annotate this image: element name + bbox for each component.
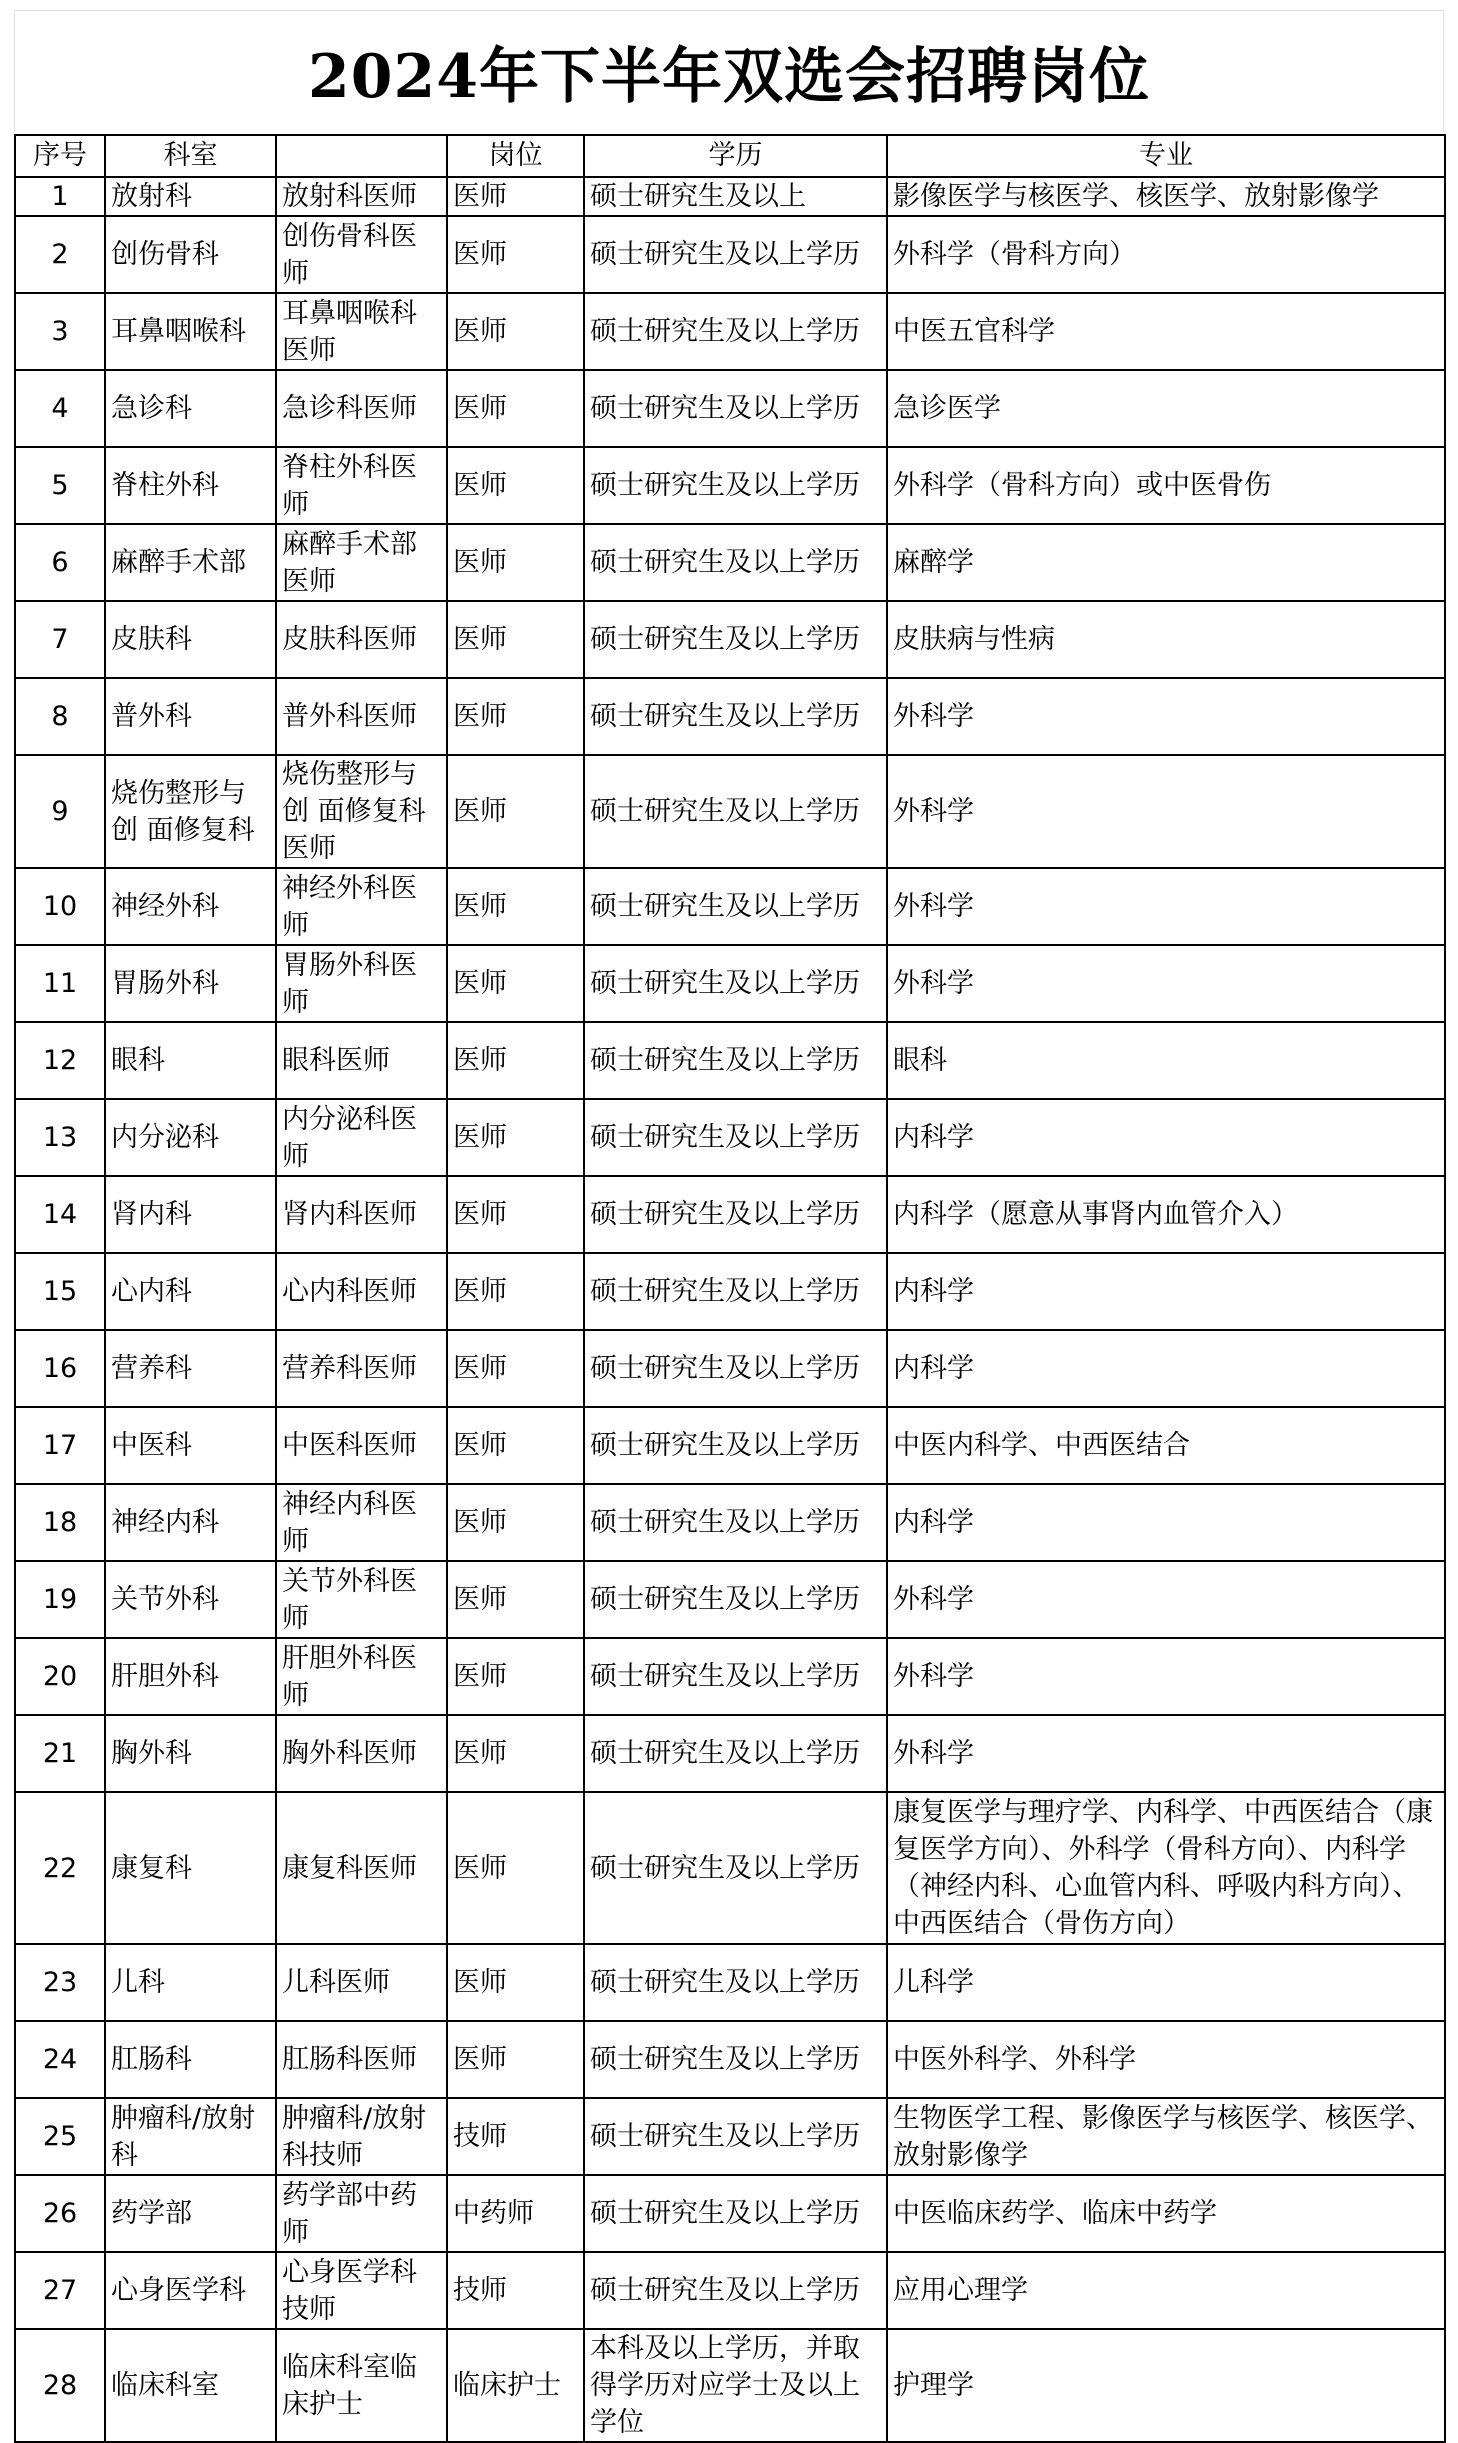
cell-position: 肝胆外科医师 <box>276 1638 447 1715</box>
cell-role: 医师 <box>447 293 584 370</box>
cell-no: 7 <box>15 601 105 678</box>
cell-major: 外科学 <box>887 1561 1445 1638</box>
cell-position: 肛肠科医师 <box>276 2021 447 2098</box>
cell-dept: 放射科 <box>105 177 276 216</box>
cell-position: 创伤骨科医师 <box>276 216 447 293</box>
cell-dept: 神经外科 <box>105 868 276 945</box>
cell-major: 内科学 <box>887 1330 1445 1407</box>
cell-major: 眼科 <box>887 1022 1445 1099</box>
cell-education: 硕士研究生及以上学历 <box>584 1176 887 1253</box>
cell-position: 神经内科医师 <box>276 1484 447 1561</box>
cell-no: 5 <box>15 447 105 524</box>
cell-role: 医师 <box>447 1638 584 1715</box>
cell-education: 硕士研究生及以上学历 <box>584 447 887 524</box>
cell-no: 19 <box>15 1561 105 1638</box>
cell-major: 外科学 <box>887 678 1445 755</box>
cell-major: 中医内科学、中西医结合 <box>887 1407 1445 1484</box>
cell-education: 硕士研究生及以上学历 <box>584 601 887 678</box>
cell-dept: 肛肠科 <box>105 2021 276 2098</box>
cell-no: 4 <box>15 370 105 447</box>
table-row <box>15 1330 1445 1407</box>
cell-role: 医师 <box>447 1407 584 1484</box>
cell-education: 硕士研究生及以上学历 <box>584 1022 887 1099</box>
cell-role: 医师 <box>447 1484 584 1561</box>
cell-dept: 临床科室 <box>105 2329 276 2442</box>
cell-dept: 肝胆外科 <box>105 1638 276 1715</box>
table-row <box>15 1253 1445 1330</box>
cell-major: 急诊医学 <box>887 370 1445 447</box>
cell-major: 内科学（愿意从事肾内血管介入） <box>887 1176 1445 1253</box>
table-row <box>15 868 1445 945</box>
cell-position: 放射科医师 <box>276 177 447 216</box>
cell-education: 硕士研究生及以上学历 <box>584 1484 887 1561</box>
cell-major: 护理学 <box>887 2329 1445 2442</box>
header-major: 专业 <box>887 135 1445 177</box>
table-row <box>15 1099 1445 1176</box>
cell-no: 15 <box>15 1253 105 1330</box>
cell-role: 医师 <box>447 524 584 601</box>
cell-role: 医师 <box>447 2021 584 2098</box>
table-row <box>15 1944 1445 2021</box>
cell-position: 脊柱外科医师 <box>276 447 447 524</box>
table-row <box>15 2098 1445 2175</box>
cell-major: 麻醉学 <box>887 524 1445 601</box>
cell-no: 11 <box>15 945 105 1022</box>
cell-position: 心身医学科技师 <box>276 2252 447 2329</box>
header-no: 序号 <box>15 135 105 177</box>
cell-major: 中医临床药学、临床中药学 <box>887 2175 1445 2252</box>
cell-role: 医师 <box>447 755 584 868</box>
cell-dept: 肿瘤科/放射科 <box>105 2098 276 2175</box>
cell-position: 耳鼻咽喉科医师 <box>276 293 447 370</box>
cell-major: 儿科学 <box>887 1944 1445 2021</box>
table-row <box>15 1715 1445 1792</box>
cell-position: 麻醉手术部医师 <box>276 524 447 601</box>
cell-role: 医师 <box>447 601 584 678</box>
cell-role: 医师 <box>447 678 584 755</box>
cell-dept: 创伤骨科 <box>105 216 276 293</box>
cell-dept: 胃肠外科 <box>105 945 276 1022</box>
cell-education: 硕士研究生及以上学历 <box>584 1715 887 1792</box>
cell-no: 8 <box>15 678 105 755</box>
cell-position: 营养科医师 <box>276 1330 447 1407</box>
table-header-row <box>15 135 1445 177</box>
cell-education: 硕士研究生及以上学历 <box>584 2098 887 2175</box>
cell-position: 胃肠外科医师 <box>276 945 447 1022</box>
cell-no: 13 <box>15 1099 105 1176</box>
cell-education: 硕士研究生及以上学历 <box>584 1944 887 2021</box>
cell-role: 医师 <box>447 1330 584 1407</box>
cell-education: 硕士研究生及以上学历 <box>584 1253 887 1330</box>
cell-no: 10 <box>15 868 105 945</box>
cell-role: 技师 <box>447 2252 584 2329</box>
cell-role: 医师 <box>447 447 584 524</box>
table-row <box>15 1022 1445 1099</box>
cell-position: 心内科医师 <box>276 1253 447 1330</box>
cell-major: 内科学 <box>887 1253 1445 1330</box>
cell-role: 医师 <box>447 177 584 216</box>
table-row <box>15 755 1445 868</box>
cell-no: 3 <box>15 293 105 370</box>
cell-major: 外科学（骨科方向）或中医骨伤 <box>887 447 1445 524</box>
table-row <box>15 293 1445 370</box>
cell-major: 外科学 <box>887 1638 1445 1715</box>
cell-no: 16 <box>15 1330 105 1407</box>
cell-no: 1 <box>15 177 105 216</box>
recruitment-table <box>14 134 1446 2443</box>
cell-role: 医师 <box>447 868 584 945</box>
cell-no: 17 <box>15 1407 105 1484</box>
cell-education: 硕士研究生及以上学历 <box>584 370 887 447</box>
cell-education: 硕士研究生及以上学历 <box>584 1792 887 1944</box>
cell-dept: 中医科 <box>105 1407 276 1484</box>
cell-position: 眼科医师 <box>276 1022 447 1099</box>
cell-no: 24 <box>15 2021 105 2098</box>
cell-no: 27 <box>15 2252 105 2329</box>
cell-no: 2 <box>15 216 105 293</box>
cell-education: 硕士研究生及以上学历 <box>584 678 887 755</box>
table-row <box>15 2252 1445 2329</box>
cell-education: 硕士研究生及以上学历 <box>584 1407 887 1484</box>
cell-role: 医师 <box>447 945 584 1022</box>
cell-position: 胸外科医师 <box>276 1715 447 1792</box>
cell-role: 中药师 <box>447 2175 584 2252</box>
header-education: 学历 <box>584 135 887 177</box>
table-row <box>15 447 1445 524</box>
cell-role: 医师 <box>447 1022 584 1099</box>
cell-role: 医师 <box>447 370 584 447</box>
cell-dept: 心身医学科 <box>105 2252 276 2329</box>
cell-dept: 普外科 <box>105 678 276 755</box>
table-row <box>15 2329 1445 2442</box>
cell-dept: 肾内科 <box>105 1176 276 1253</box>
cell-major: 皮肤病与性病 <box>887 601 1445 678</box>
cell-education: 硕士研究生及以上学历 <box>584 524 887 601</box>
cell-no: 6 <box>15 524 105 601</box>
cell-position: 儿科医师 <box>276 1944 447 2021</box>
cell-dept: 胸外科 <box>105 1715 276 1792</box>
table-row <box>15 216 1445 293</box>
cell-role: 技师 <box>447 2098 584 2175</box>
cell-no: 22 <box>15 1792 105 1944</box>
cell-role: 医师 <box>447 1715 584 1792</box>
cell-dept: 眼科 <box>105 1022 276 1099</box>
table-row <box>15 2021 1445 2098</box>
cell-major: 外科学 <box>887 945 1445 1022</box>
table-row <box>15 1176 1445 1253</box>
cell-major: 中医外科学、外科学 <box>887 2021 1445 2098</box>
cell-position: 肿瘤科/放射科技师 <box>276 2098 447 2175</box>
cell-role: 医师 <box>447 1176 584 1253</box>
cell-dept: 神经内科 <box>105 1484 276 1561</box>
cell-education: 硕士研究生及以上学历 <box>584 293 887 370</box>
cell-dept: 关节外科 <box>105 1561 276 1638</box>
cell-position: 烧伤整形与创 面修复科医师 <box>276 755 447 868</box>
cell-dept: 康复科 <box>105 1792 276 1944</box>
cell-position: 神经外科医师 <box>276 868 447 945</box>
cell-major: 外科学 <box>887 868 1445 945</box>
cell-major: 外科学 <box>887 1715 1445 1792</box>
table-row <box>15 1638 1445 1715</box>
cell-no: 18 <box>15 1484 105 1561</box>
table-row <box>15 177 1445 216</box>
cell-education: 硕士研究生及以上学历 <box>584 1561 887 1638</box>
cell-dept: 心内科 <box>105 1253 276 1330</box>
cell-no: 20 <box>15 1638 105 1715</box>
cell-role: 医师 <box>447 1792 584 1944</box>
cell-education: 硕士研究生及以上学历 <box>584 216 887 293</box>
cell-education: 硕士研究生及以上学历 <box>584 2175 887 2252</box>
cell-dept: 耳鼻咽喉科 <box>105 293 276 370</box>
cell-position: 皮肤科医师 <box>276 601 447 678</box>
table-row <box>15 1407 1445 1484</box>
header-position <box>276 135 447 177</box>
cell-dept: 营养科 <box>105 1330 276 1407</box>
cell-education: 硕士研究生及以上学历 <box>584 755 887 868</box>
table-row <box>15 1561 1445 1638</box>
cell-education: 硕士研究生及以上学历 <box>584 868 887 945</box>
cell-dept: 麻醉手术部 <box>105 524 276 601</box>
cell-major: 生物医学工程、影像医学与核医学、核医学、放射影像学 <box>887 2098 1445 2175</box>
cell-position: 关节外科医师 <box>276 1561 447 1638</box>
cell-position: 临床科室临床护士 <box>276 2329 447 2442</box>
cell-dept: 药学部 <box>105 2175 276 2252</box>
page-title: 2024年下半年双选会招聘岗位 <box>14 10 1444 132</box>
cell-major: 应用心理学 <box>887 2252 1445 2329</box>
cell-role: 临床护士 <box>447 2329 584 2442</box>
cell-education: 硕士研究生及以上 <box>584 177 887 216</box>
cell-education: 硕士研究生及以上学历 <box>584 1099 887 1176</box>
cell-no: 28 <box>15 2329 105 2442</box>
cell-no: 23 <box>15 1944 105 2021</box>
table-row <box>15 678 1445 755</box>
cell-education: 硕士研究生及以上学历 <box>584 1330 887 1407</box>
cell-role: 医师 <box>447 1253 584 1330</box>
cell-major: 中医五官科学 <box>887 293 1445 370</box>
cell-major: 内科学 <box>887 1484 1445 1561</box>
cell-major: 内科学 <box>887 1099 1445 1176</box>
cell-major: 影像医学与核医学、核医学、放射影像学 <box>887 177 1445 216</box>
cell-education: 硕士研究生及以上学历 <box>584 1638 887 1715</box>
cell-no: 21 <box>15 1715 105 1792</box>
cell-education: 硕士研究生及以上学历 <box>584 2021 887 2098</box>
table-row <box>15 524 1445 601</box>
cell-role: 医师 <box>447 1561 584 1638</box>
cell-position: 康复科医师 <box>276 1792 447 1944</box>
cell-no: 12 <box>15 1022 105 1099</box>
cell-dept: 儿科 <box>105 1944 276 2021</box>
cell-no: 26 <box>15 2175 105 2252</box>
cell-major: 外科学（骨科方向） <box>887 216 1445 293</box>
cell-position: 中医科医师 <box>276 1407 447 1484</box>
table-row <box>15 1484 1445 1561</box>
cell-no: 9 <box>15 755 105 868</box>
table-row <box>15 945 1445 1022</box>
cell-education: 硕士研究生及以上学历 <box>584 2252 887 2329</box>
table-row <box>15 601 1445 678</box>
cell-dept: 内分泌科 <box>105 1099 276 1176</box>
cell-position: 药学部中药师 <box>276 2175 447 2252</box>
cell-no: 25 <box>15 2098 105 2175</box>
table-row <box>15 1792 1445 1944</box>
cell-education: 硕士研究生及以上学历 <box>584 945 887 1022</box>
cell-no: 14 <box>15 1176 105 1253</box>
cell-role: 医师 <box>447 1944 584 2021</box>
cell-major: 康复医学与理疗学、内科学、中西医结合（康复医学方向）、外科学（骨科方向）、内科学（神经内科、心血管内科、呼吸内科方向）、中西医结合（骨伤方向） <box>887 1792 1445 1944</box>
cell-position: 肾内科医师 <box>276 1176 447 1253</box>
cell-dept: 烧伤整形与创 面修复科 <box>105 755 276 868</box>
cell-role: 医师 <box>447 216 584 293</box>
table-row <box>15 370 1445 447</box>
cell-position: 急诊科医师 <box>276 370 447 447</box>
cell-role: 医师 <box>447 1099 584 1176</box>
header-dept: 科室 <box>105 135 276 177</box>
cell-dept: 急诊科 <box>105 370 276 447</box>
cell-position: 内分泌科医师 <box>276 1099 447 1176</box>
cell-education: 本科及以上学历，并取得学历对应学士及以上学位 <box>584 2329 887 2442</box>
cell-position: 普外科医师 <box>276 678 447 755</box>
table-row <box>15 2175 1445 2252</box>
cell-dept: 脊柱外科 <box>105 447 276 524</box>
cell-major: 外科学 <box>887 755 1445 868</box>
header-role: 岗位 <box>447 135 584 177</box>
cell-dept: 皮肤科 <box>105 601 276 678</box>
